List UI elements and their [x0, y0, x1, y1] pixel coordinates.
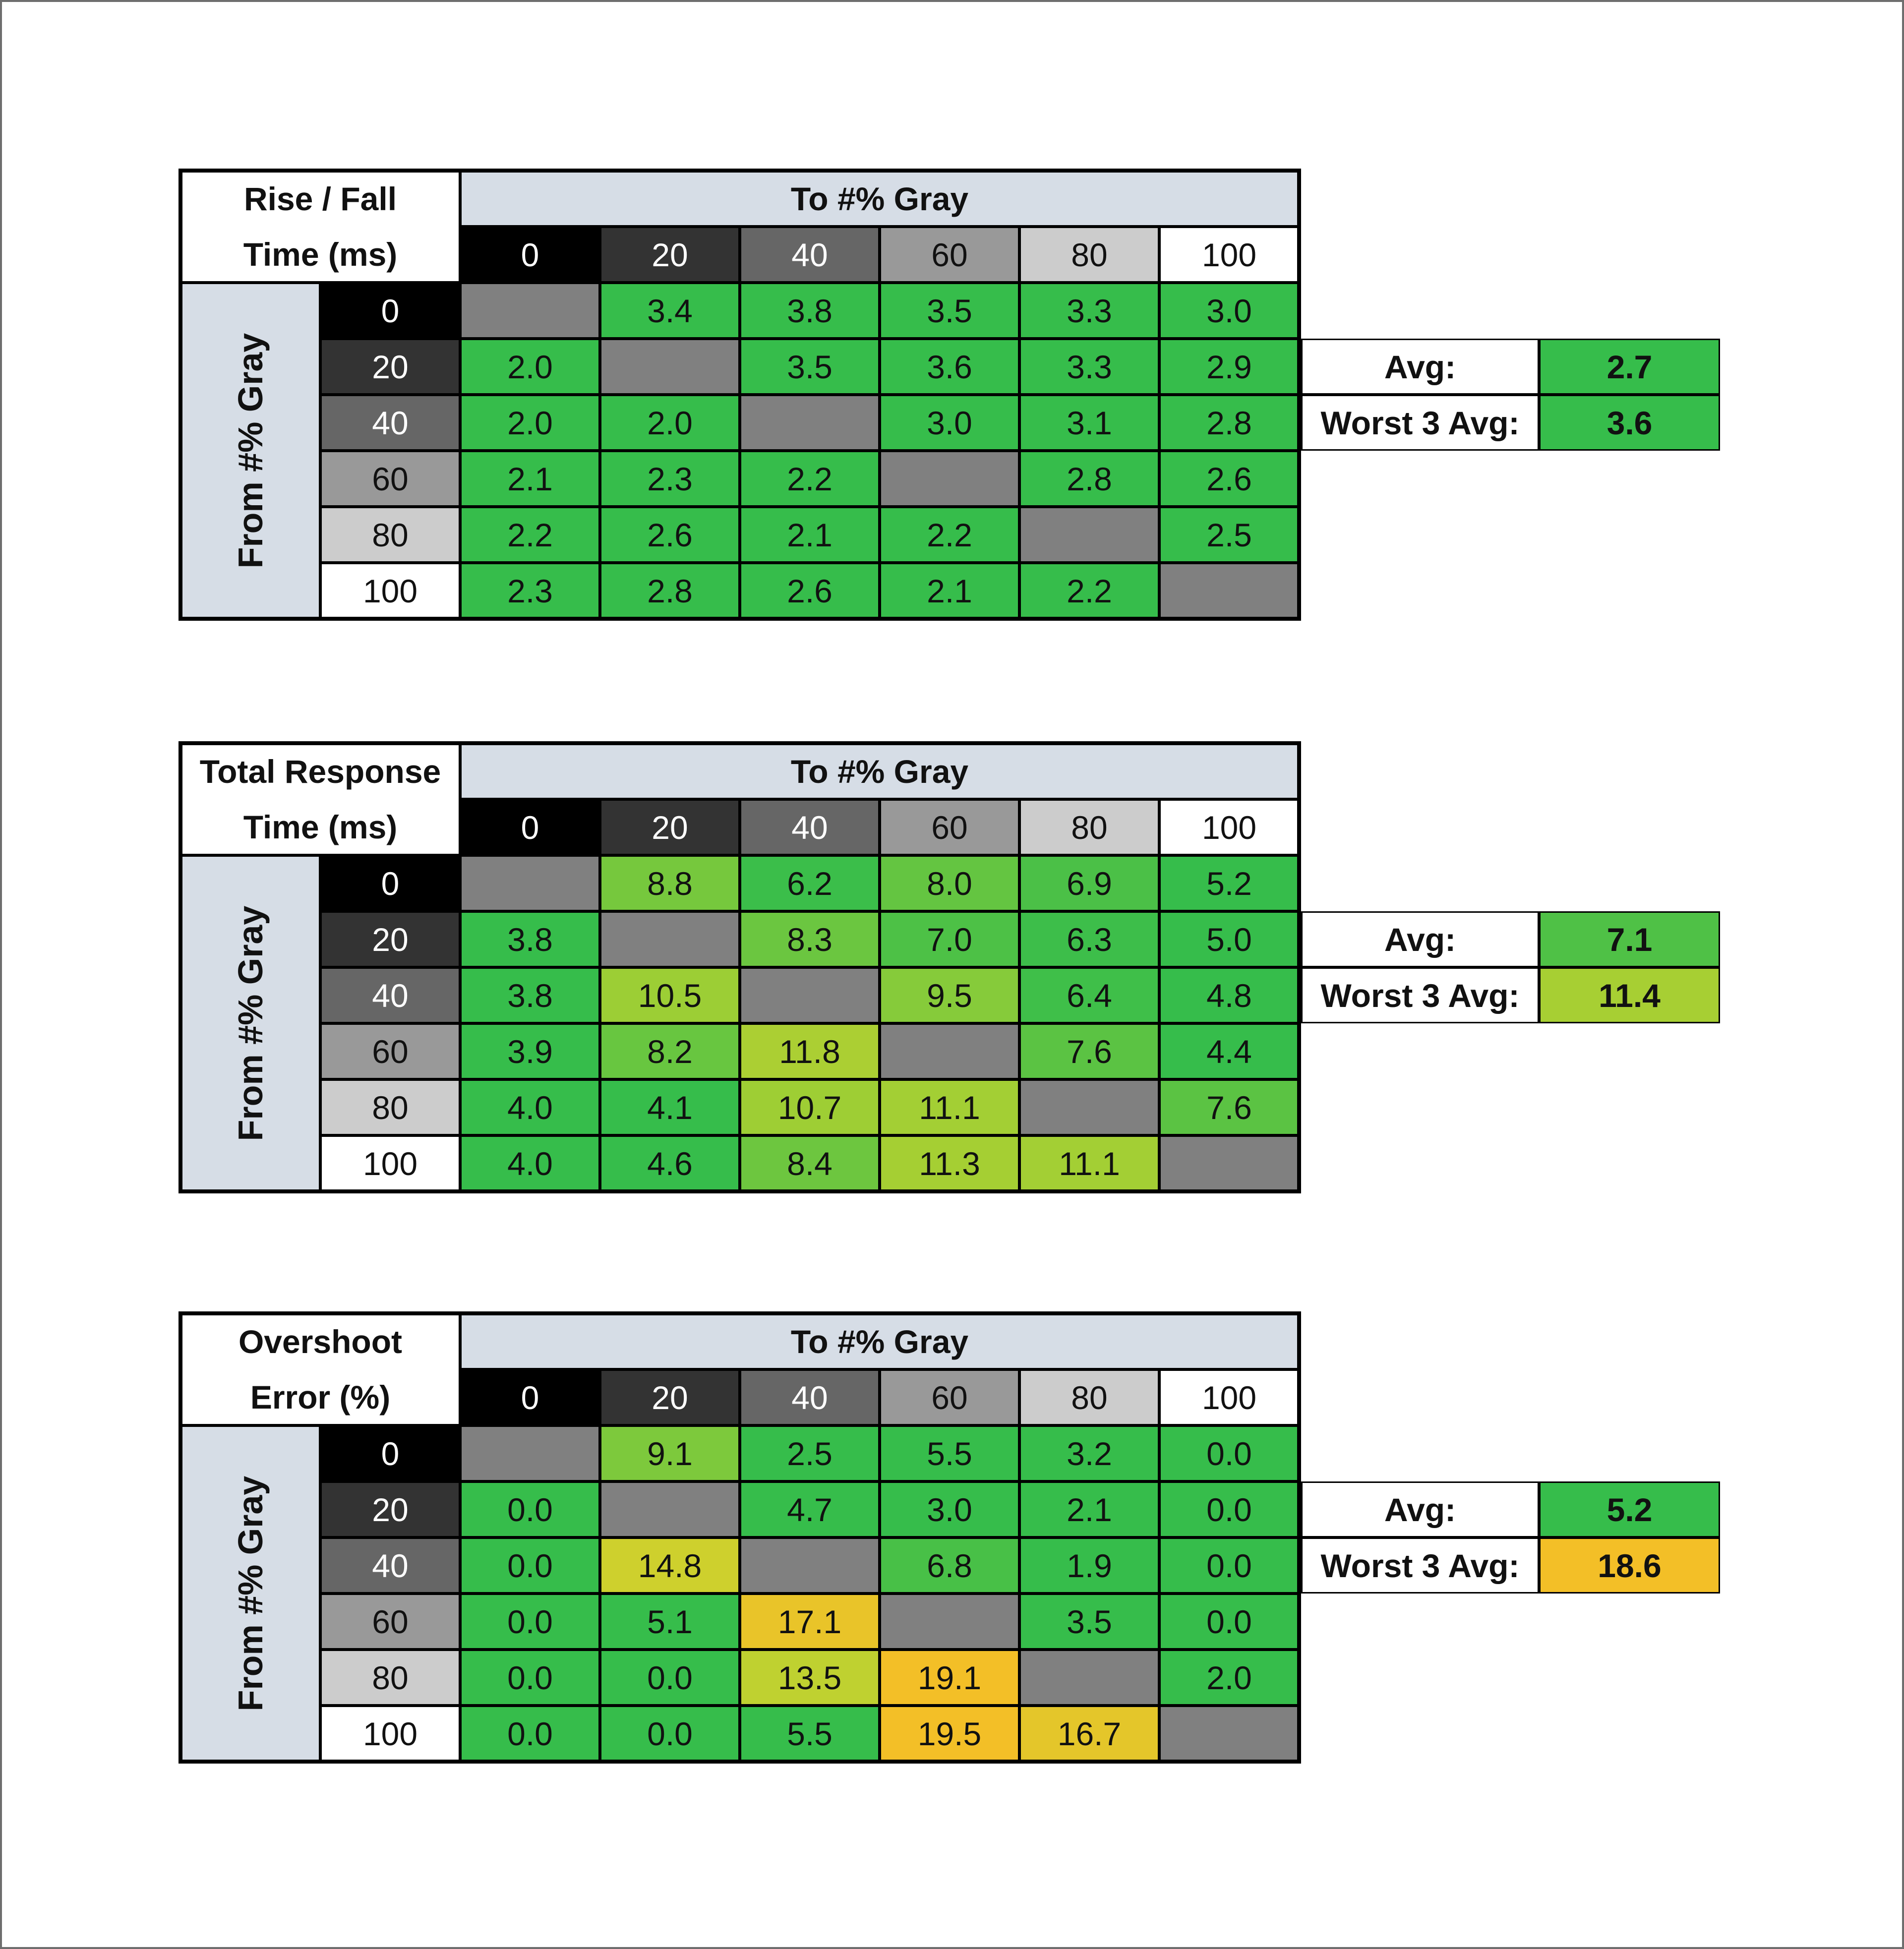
column-header: 20: [600, 799, 740, 855]
diagonal-cell: [1159, 563, 1299, 619]
y-axis-title: From #% Gray: [231, 905, 270, 1141]
stat-label: Worst 3 Avg:: [1301, 1537, 1539, 1594]
row-header: 60: [320, 451, 460, 507]
heatmap-cell: 2.1: [1019, 1481, 1159, 1537]
column-header: 100: [1159, 1369, 1299, 1425]
diagonal-cell: [1019, 507, 1159, 563]
heatmap-cell: 2.6: [1159, 451, 1299, 507]
heatmap-cell: 2.9: [1159, 339, 1299, 395]
column-header: 20: [600, 1369, 740, 1425]
heatmap-cell: 2.3: [460, 563, 600, 619]
row-header: 20: [320, 339, 460, 395]
heatmap-cell: 4.8: [1159, 967, 1299, 1023]
heatmap-cell: 0.0: [460, 1537, 600, 1594]
heatmap-cell: 2.8: [600, 563, 740, 619]
column-header: 100: [1159, 227, 1299, 283]
table-title-line: Total Response: [199, 753, 441, 790]
column-header: 0: [460, 227, 600, 283]
diagonal-cell: [740, 395, 880, 451]
diagonal-cell: [880, 1023, 1019, 1079]
heatmap-cell: 7.6: [1019, 1023, 1159, 1079]
stat-label: Avg:: [1301, 339, 1539, 395]
heatmap-cell: 3.9: [460, 1023, 600, 1079]
table-title-line: Error (%): [250, 1379, 391, 1416]
row-header: 80: [320, 1650, 460, 1706]
heatmap-cell: 3.1: [1019, 395, 1159, 451]
diagonal-cell: [460, 1425, 600, 1481]
y-axis-title: From #% Gray: [231, 1476, 270, 1712]
heatmap-cell: 2.6: [740, 563, 880, 619]
heatmap-cell: 0.0: [1159, 1425, 1299, 1481]
row-header: 40: [320, 395, 460, 451]
row-header: 60: [320, 1594, 460, 1650]
stat-label: Avg:: [1301, 911, 1539, 967]
heatmap-cell: 3.0: [1159, 283, 1299, 339]
heatmap-cell: 3.8: [460, 911, 600, 967]
stat-value: 2.7: [1539, 339, 1720, 395]
row-header: 20: [320, 1481, 460, 1537]
diagonal-cell: [1159, 1706, 1299, 1762]
heatmap-cell: 2.1: [880, 563, 1019, 619]
heatmap-cell: 2.2: [1019, 563, 1159, 619]
heatmap-cell: 3.0: [880, 395, 1019, 451]
column-header: 40: [740, 799, 880, 855]
stat-value: 18.6: [1539, 1537, 1720, 1594]
heatmap-cell: 0.0: [600, 1706, 740, 1762]
table-title: [180, 171, 460, 283]
row-header: 80: [320, 1079, 460, 1135]
heatmap-cell: 11.1: [1019, 1135, 1159, 1191]
column-header: 80: [1019, 227, 1159, 283]
diagonal-cell: [600, 911, 740, 967]
table-title-line: Time (ms): [243, 809, 398, 845]
row-header: 100: [320, 563, 460, 619]
diagonal-cell: [1019, 1650, 1159, 1706]
heatmap-cell: 2.0: [1159, 1650, 1299, 1706]
stat-value: 7.1: [1539, 911, 1720, 967]
heatmap-cell: 16.7: [1019, 1706, 1159, 1762]
stat-value: 3.6: [1539, 395, 1720, 451]
heatmap-cell: 8.3: [740, 911, 880, 967]
heatmap-cell: 2.0: [600, 395, 740, 451]
heatmap-cell: 3.8: [740, 283, 880, 339]
heatmap-cell: 2.0: [460, 339, 600, 395]
heatmap-cell: 5.5: [740, 1706, 880, 1762]
diagonal-cell: [740, 1537, 880, 1594]
row-header: 0: [320, 1425, 460, 1481]
heatmap-cell: 8.8: [600, 855, 740, 911]
heatmap-cell: 2.1: [460, 451, 600, 507]
heatmap-cell: 0.0: [1159, 1481, 1299, 1537]
column-header: 60: [880, 799, 1019, 855]
row-header: 60: [320, 1023, 460, 1079]
heatmap-cell: 5.5: [880, 1425, 1019, 1481]
y-axis-title: From #% Gray: [231, 333, 270, 569]
row-header: 80: [320, 507, 460, 563]
heatmap-cell: 3.3: [1019, 283, 1159, 339]
row-header: 100: [320, 1135, 460, 1191]
heatmap-cell: 7.0: [880, 911, 1019, 967]
row-header: 40: [320, 1537, 460, 1594]
heatmap-cell: 19.1: [880, 1650, 1019, 1706]
diagonal-cell: [460, 855, 600, 911]
diagonal-cell: [740, 967, 880, 1023]
row-header: 40: [320, 967, 460, 1023]
heatmap-cell: 8.2: [600, 1023, 740, 1079]
heatmap-cell: 2.3: [600, 451, 740, 507]
heatmap-cell: 4.0: [460, 1135, 600, 1191]
heatmap-cell: 4.0: [460, 1079, 600, 1135]
heatmap-cell: 4.1: [600, 1079, 740, 1135]
heatmap-cell: 2.2: [740, 451, 880, 507]
column-header: 80: [1019, 1369, 1159, 1425]
diagonal-cell: [1019, 1079, 1159, 1135]
row-header: 0: [320, 283, 460, 339]
heatmap-cell: 8.4: [740, 1135, 880, 1191]
heatmap-cell: 3.0: [880, 1481, 1019, 1537]
heatmap-cell: 0.0: [1159, 1537, 1299, 1594]
table-title-line: Overshoot: [238, 1323, 403, 1360]
row-header: 0: [320, 855, 460, 911]
heatmap-cell: 14.8: [600, 1537, 740, 1594]
x-axis-title: To #% Gray: [460, 743, 1299, 799]
column-header: 0: [460, 1369, 600, 1425]
x-axis-title: To #% Gray: [460, 1313, 1299, 1369]
heatmap-cell: 11.8: [740, 1023, 880, 1079]
heatmap-cell: 9.5: [880, 967, 1019, 1023]
heatmap-cell: 7.6: [1159, 1079, 1299, 1135]
heatmap-cell: 0.0: [1159, 1594, 1299, 1650]
heatmap-cell: 6.3: [1019, 911, 1159, 967]
heatmap-cell: 2.8: [1159, 395, 1299, 451]
stat-value: 5.2: [1539, 1481, 1720, 1537]
heatmap-cell: 5.2: [1159, 855, 1299, 911]
heatmap-cell: 6.2: [740, 855, 880, 911]
heatmap-cell: 4.4: [1159, 1023, 1299, 1079]
x-axis-title: To #% Gray: [460, 171, 1299, 227]
table-title: [180, 743, 460, 855]
heatmap-cell: 3.6: [880, 339, 1019, 395]
column-header: 60: [880, 227, 1019, 283]
heatmap-cell: 0.0: [600, 1650, 740, 1706]
heatmap-cell: 2.5: [1159, 507, 1299, 563]
heatmap-cell: 5.0: [1159, 911, 1299, 967]
heatmap-cell: 13.5: [740, 1650, 880, 1706]
heatmap-cell: 2.8: [1019, 451, 1159, 507]
table-title: [180, 1313, 460, 1425]
heatmap-cell: 6.9: [1019, 855, 1159, 911]
column-header: 60: [880, 1369, 1019, 1425]
stat-label: Worst 3 Avg:: [1301, 395, 1539, 451]
column-header: 80: [1019, 799, 1159, 855]
heatmap-cell: 0.0: [460, 1594, 600, 1650]
column-header: 0: [460, 799, 600, 855]
heatmap-cell: 6.4: [1019, 967, 1159, 1023]
heatmap-cell: 4.6: [600, 1135, 740, 1191]
stat-value: 11.4: [1539, 967, 1720, 1023]
heatmap-cell: 10.5: [600, 967, 740, 1023]
table-title-line: Rise / Fall: [243, 180, 397, 217]
row-header: 100: [320, 1706, 460, 1762]
heatmap-cell: 3.5: [1019, 1594, 1159, 1650]
heatmap-cell: 3.8: [460, 967, 600, 1023]
heatmap-cell: 4.7: [740, 1481, 880, 1537]
heatmap-cell: 11.1: [880, 1079, 1019, 1135]
column-header: 100: [1159, 799, 1299, 855]
heatmap-cell: 2.2: [460, 507, 600, 563]
column-header: 40: [740, 227, 880, 283]
stat-label: Worst 3 Avg:: [1301, 967, 1539, 1023]
heatmap-cell: 2.1: [740, 507, 880, 563]
heatmap-cell: 1.9: [1019, 1537, 1159, 1594]
stat-label: Avg:: [1301, 1481, 1539, 1537]
heatmap-cell: 5.1: [600, 1594, 740, 1650]
row-header: 20: [320, 911, 460, 967]
heatmap-cell: 9.1: [600, 1425, 740, 1481]
heatmap-cell: 0.0: [460, 1481, 600, 1537]
column-header: 40: [740, 1369, 880, 1425]
heatmap-cell: 6.8: [880, 1537, 1019, 1594]
heatmap-cell: 0.0: [460, 1706, 600, 1762]
heatmap-cell: 2.2: [880, 507, 1019, 563]
heatmap-cell: 3.5: [880, 283, 1019, 339]
heatmap-cell: 3.2: [1019, 1425, 1159, 1481]
heatmap-cell: 10.7: [740, 1079, 880, 1135]
heatmap-cell: 11.3: [880, 1135, 1019, 1191]
heatmap-cell: 19.5: [880, 1706, 1019, 1762]
diagonal-cell: [880, 1594, 1019, 1650]
diagonal-cell: [460, 283, 600, 339]
diagonal-cell: [600, 1481, 740, 1537]
heatmap-cell: 3.3: [1019, 339, 1159, 395]
heatmap-cell: 17.1: [740, 1594, 880, 1650]
diagonal-cell: [600, 339, 740, 395]
diagonal-cell: [880, 451, 1019, 507]
heatmap-cell: 3.5: [740, 339, 880, 395]
diagonal-cell: [1159, 1135, 1299, 1191]
heatmap-cell: 3.4: [600, 283, 740, 339]
heatmap-cell: 0.0: [460, 1650, 600, 1706]
heatmap-cell: 2.0: [460, 395, 600, 451]
heatmap-cell: 8.0: [880, 855, 1019, 911]
column-header: 20: [600, 227, 740, 283]
table-title-line: Time (ms): [243, 236, 398, 273]
heatmap-cell: 2.6: [600, 507, 740, 563]
heatmap-cell: 2.5: [740, 1425, 880, 1481]
